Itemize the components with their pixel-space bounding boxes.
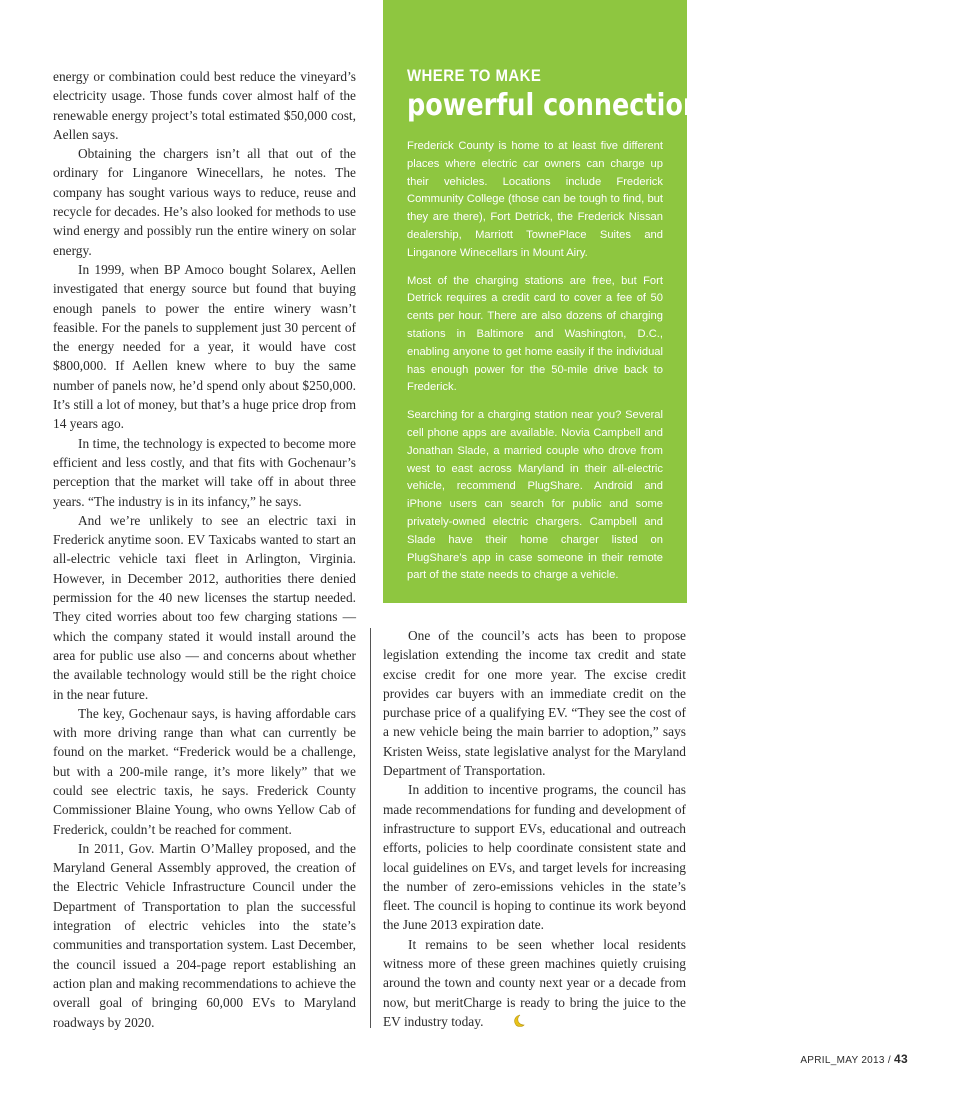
moon-icon <box>486 1014 500 1028</box>
body-paragraph: energy or combination could best reduce the vineyard’s electricity usage. Those funds cover almost half of the renewable energy project’s total estimated $50,000 cost, Aellen says. <box>53 69 356 142</box>
sidebar-body <box>407 138 663 585</box>
left-column <box>53 67 356 1032</box>
sidebar-kicker: WHERE TO MAKE <box>407 66 542 85</box>
issue-date: APRIL_MAY 2013 <box>800 1055 885 1066</box>
body-paragraph: And we’re unlikely to see an electric taxi in Frederick anytime soon. EV Taxicabs wanted to start an all-electric vehicle taxi fleet in Arlington, Virginia. However, in December 2012, authorities there denied permission for the 40 new licenses the startup needed. They cited worries about too few charging stations — which the company stated it would install around the area for public use also — and concerns about whether the available technology would still be the right choice in the near future. <box>53 512 356 702</box>
sidebar-paragraph: Most of the charging stations are free, but Fort Detrick requires a credit card to cover a fee of 50 cents per hour. There are also dozens of charging stations in Baltimore and Washington, D.C., enabling anyone to get home easily if the individual has enough power for the 50-mile drive back to Frederick. <box>407 274 663 394</box>
body-paragraph: In 1999, when BP Amoco bought Solarex, Aellen investigated that energy source but found that buying enough panels to power the entire winery wasn’t feasible. For the panels to supplement just 30 percent of the energy needed for a year, it would have cost $800,000. If Aellen knew where to buy the same number of panels now, he’d spend only about $250,000. It’s still a lot of money, but that’s a huge price drop from 14 years ago. <box>53 261 356 432</box>
body-paragraph-text: It remains to be seen whether local residents witness more of these green machines quietly cruising around the town and county next year or a decade from now, but meritCharge is ready to bring the juice to the EV industry today. <box>383 936 686 1029</box>
sidebar-paragraph: Searching for a charging station near you? Several cell phone apps are available. Novia Campbell and Jonathan Slade, a married couple who drove from west to east across Maryland in their all-electric vehicle, recommend PlugShare. Android and iPhone users can search for public and some privately-owned electric chargers. Campbell and Slade have their home charger listed on PlugShare’s app in case someone in their remote part of the state needs to charge a vehicle. <box>407 409 663 582</box>
sidebar-paragraph: Frederick County is home to at least five different places where electric car owners can charge up their vehicles. Locations include Frederick Community College (those can be tough to find, but they are there), Fort Detrick, the Frederick Nissan dealership, Marriott TownePlace Suites and Linganore Winecellars in Mount Airy. <box>407 140 663 259</box>
page-number: 43 <box>894 1052 908 1066</box>
sidebar-box <box>383 0 717 603</box>
body-paragraph-last <box>383 935 686 1031</box>
folio-separator: / <box>887 1055 891 1066</box>
body-paragraph: The key, Gochenaur says, is having affordable cars with more driving range than what can currently be found on the market. “Frederick would be a challenge, but with a 200-mile range, it’s more likely” that we could see electric taxis, he says. Frederick County Commissioner Blaine Young, who owns Yellow Cab of Frederick, couldn’t be reached for comment. <box>53 705 356 837</box>
body-paragraph: In 2011, Gov. Martin O’Malley proposed, and the Maryland General Assembly approved, the creation of the Electric Vehicle Infrastructure Council under the Department of Transportation to plan the successful integration of electric vehicles into the state’s communities and transportation system. Last December, the council issued a 204-page report establishing an action plan and making recommendations to achieve the overall goal of bringing 60,000 EVs to Maryland roadways by 2020. <box>53 840 356 1030</box>
body-paragraph: One of the council’s acts has been to propose legislation extending the income tax credit and state excise credit for one more year. The excise credit provides car buyers with an immediate credit on the purchase price of a qualifying EV. “They see the cost of a new vehicle being the main barrier to adoption,” says Kristen Weiss, state legislative analyst for the Maryland Department of Transportation. <box>383 628 686 779</box>
body-paragraph: Obtaining the chargers isn’t all that out of the ordinary for Linganore Winecellars, he notes. The company has sought various ways to reduce, reuse and recycle for decades. He’s also looked for methods to use wind energy and possibly run the entire winery on solar energy. <box>53 146 356 258</box>
body-paragraph: In addition to incentive programs, the council has made recommendations for funding and development of infrastructure to support EVs, educational and outreach efforts, policies to help coordinate consistent state and local guidelines on EVs, and target levels for increasing the number of zero-emissions vehicles in the state’s fleet. The council is hoping to continue its work beyond the June 2013 expiration date. <box>383 782 686 933</box>
page-folio <box>800 1052 908 1066</box>
body-paragraph: In time, the technology is expected to become more efficient and less costly, and that fits with Gochenaur’s perception that the market will take off in about three years. “The industry is in its infancy,” he says. <box>53 435 356 509</box>
sidebar-title: powerful connections <box>407 88 717 123</box>
right-column <box>383 626 686 1031</box>
column-divider <box>370 628 371 1028</box>
